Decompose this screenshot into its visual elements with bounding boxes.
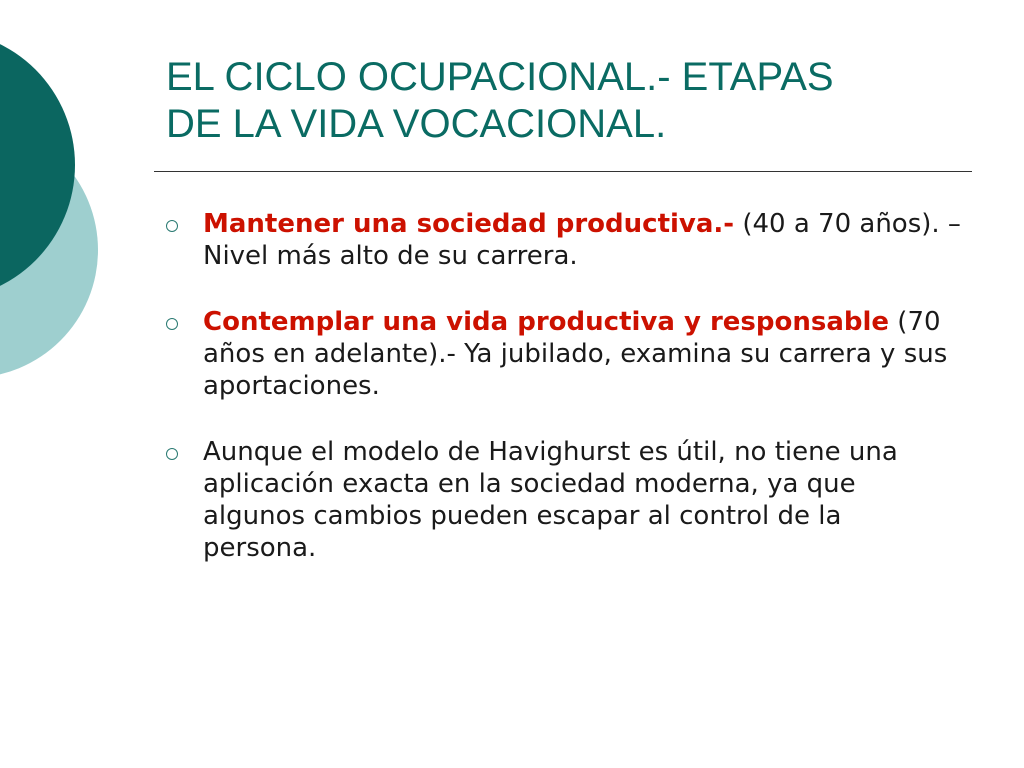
bullet-text: Aunque el modelo de Havighurst es útil, no tiene una aplicación exacta en la sociedad moderna, ya que algunos cambios pueden escapar al control de la persona. <box>203 437 898 563</box>
bullet-text: (70 años en adelante).- Ya jubilado, examina su carrera y sus aportaciones. <box>203 307 948 401</box>
bullet-item <box>162 306 962 402</box>
hollow-circle-bullet-icon <box>166 318 178 330</box>
decorative-circles <box>0 0 110 400</box>
bullet-emphasis: Mantener una sociedad productiva.- <box>203 209 735 239</box>
title-divider <box>154 171 972 172</box>
slide-title-line1: EL CICLO OCUPACIONAL.- ETAPAS <box>166 55 834 99</box>
bullet-emphasis: Contemplar una vida productiva y responsable <box>203 307 890 337</box>
bullet-text: (40 a 70 años). – Nivel más alto de su carrera. <box>203 209 961 271</box>
bullet-item <box>162 436 962 564</box>
slide-title <box>166 54 986 148</box>
hollow-circle-bullet-icon <box>166 448 178 460</box>
bullet-item <box>162 208 962 272</box>
bullet-list <box>162 208 962 598</box>
hollow-circle-bullet-icon <box>166 220 178 232</box>
slide-title-line2: DE LA VIDA VOCACIONAL. <box>166 102 667 146</box>
